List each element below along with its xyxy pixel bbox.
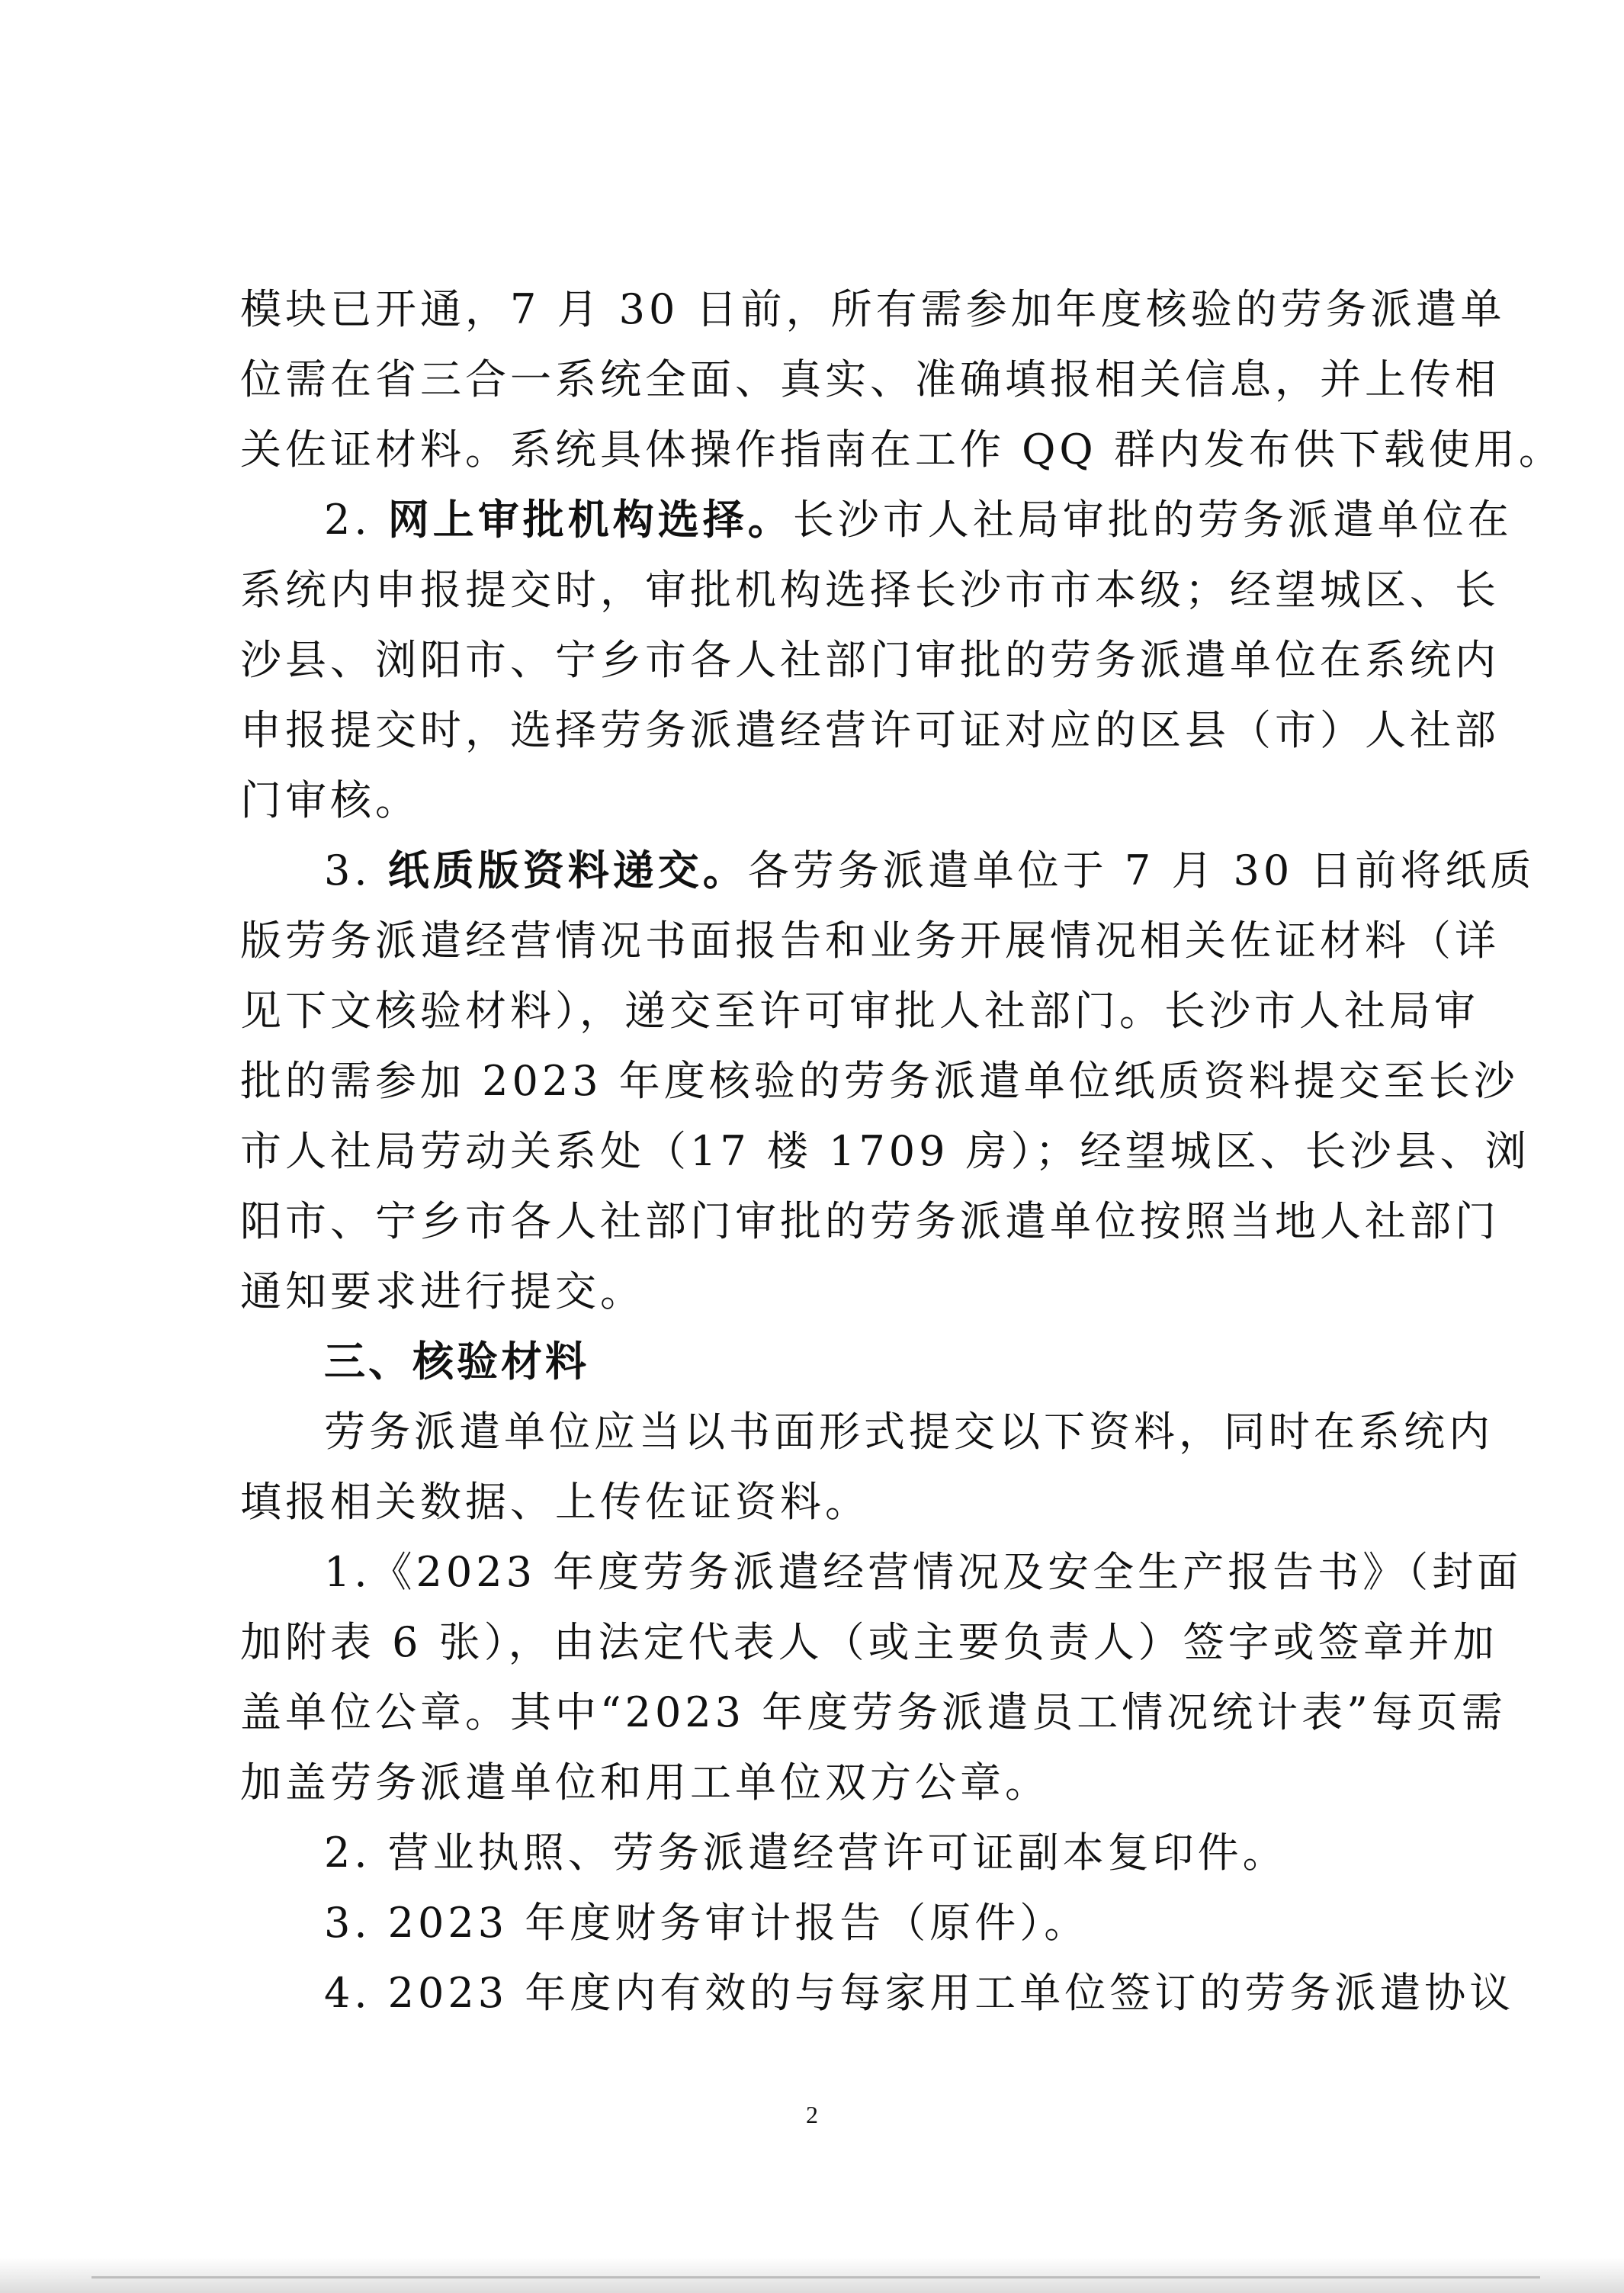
list-item-line: 3. 2023 年度财务审计报告（原件）。: [324, 1899, 1090, 1947]
section-heading: 三、核验材料: [324, 1338, 589, 1386]
paragraph-line: 模块已开通，7 月 30 日前，所有需参加年度核验的劳务派遣单: [240, 285, 1506, 333]
scan-edge-line: [91, 2276, 1540, 2279]
paragraph-line: 阳市、宁乡市各人社部门审批的劳务派遣单位按照当地人社部门: [240, 1197, 1500, 1245]
list-item-line: 4. 2023 年度内有效的与每家用工单位签订的劳务派遣协议: [324, 1969, 1515, 2017]
item-number: 3.: [324, 846, 371, 894]
body-text: [240, 275, 1564, 2028]
item-text: 各劳务派遣单位于 7 月 30 日前将纸质: [747, 846, 1536, 894]
paragraph-line: 市人社局劳动关系处（17 楼 1709 房）；经望城区、长沙县、浏: [240, 1127, 1530, 1175]
paragraph-line: 批的需参加 2023 年度核验的劳务派遣单位纸质资料提交至长沙: [240, 1057, 1519, 1105]
item-title: 网上审批机构选择。: [387, 496, 793, 544]
paragraph-line: 见下文核验材料），递交至许可审批人社部门。长沙市人社局审: [240, 987, 1479, 1035]
scan-edge-shadow: [0, 2257, 1624, 2293]
page-number: 2: [806, 2101, 818, 2128]
list-item-line: 加盖劳务派遣单位和用工单位双方公章。: [240, 1758, 1050, 1806]
paragraph-line: 系统内申报提交时，审批机构选择长沙市市本级；经望城区、长: [240, 566, 1500, 614]
paragraph-line: 劳务派遣单位应当以书面形式提交以下资料，同时在系统内: [324, 1408, 1494, 1456]
paragraph-line: 关佐证材料。系统具体操作指南在工作 QQ 群内发布供下载使用。: [240, 426, 1564, 474]
item-number: 2.: [324, 496, 371, 544]
paragraph-line: 沙县、浏阳市、宁乡市各人社部门审批的劳务派遣单位在系统内: [240, 636, 1500, 684]
item-text: 长沙市人社局审批的劳务派遣单位在: [792, 496, 1513, 544]
paragraph-line: 申报提交时，选择劳务派遣经营许可证对应的区县（市）人社部: [240, 706, 1500, 754]
paragraph-line: 通知要求进行提交。: [240, 1267, 645, 1315]
paragraph-line: 版劳务派遣经营情况书面报告和业务开展情况相关佐证材料（详: [240, 917, 1500, 965]
item-3-line: [240, 836, 1536, 906]
paragraph-line: 位需在省三合一系统全面、真实、准确填报相关信息，并上传相: [240, 355, 1500, 403]
item-title: 纸质版资料递交。: [387, 846, 748, 894]
item-2-line: [240, 485, 1513, 555]
list-item-line: 加附表 6 张），由法定代表人（或主要负责人）签字或签章并加: [240, 1618, 1498, 1666]
list-item-line: 盖单位公章。其中“2023 年度劳务派遣员工情况统计表”每页需: [240, 1688, 1507, 1736]
list-item-line: 2. 营业执照、劳务派遣经营许可证副本复印件。: [324, 1829, 1288, 1877]
list-item-line: 1.《2023 年度劳务派遣经营情况及安全生产报告书》（封面: [324, 1548, 1523, 1596]
paragraph-line: 填报相关数据、上传佐证资料。: [240, 1478, 870, 1526]
paragraph-line: 门审核。: [240, 776, 420, 824]
